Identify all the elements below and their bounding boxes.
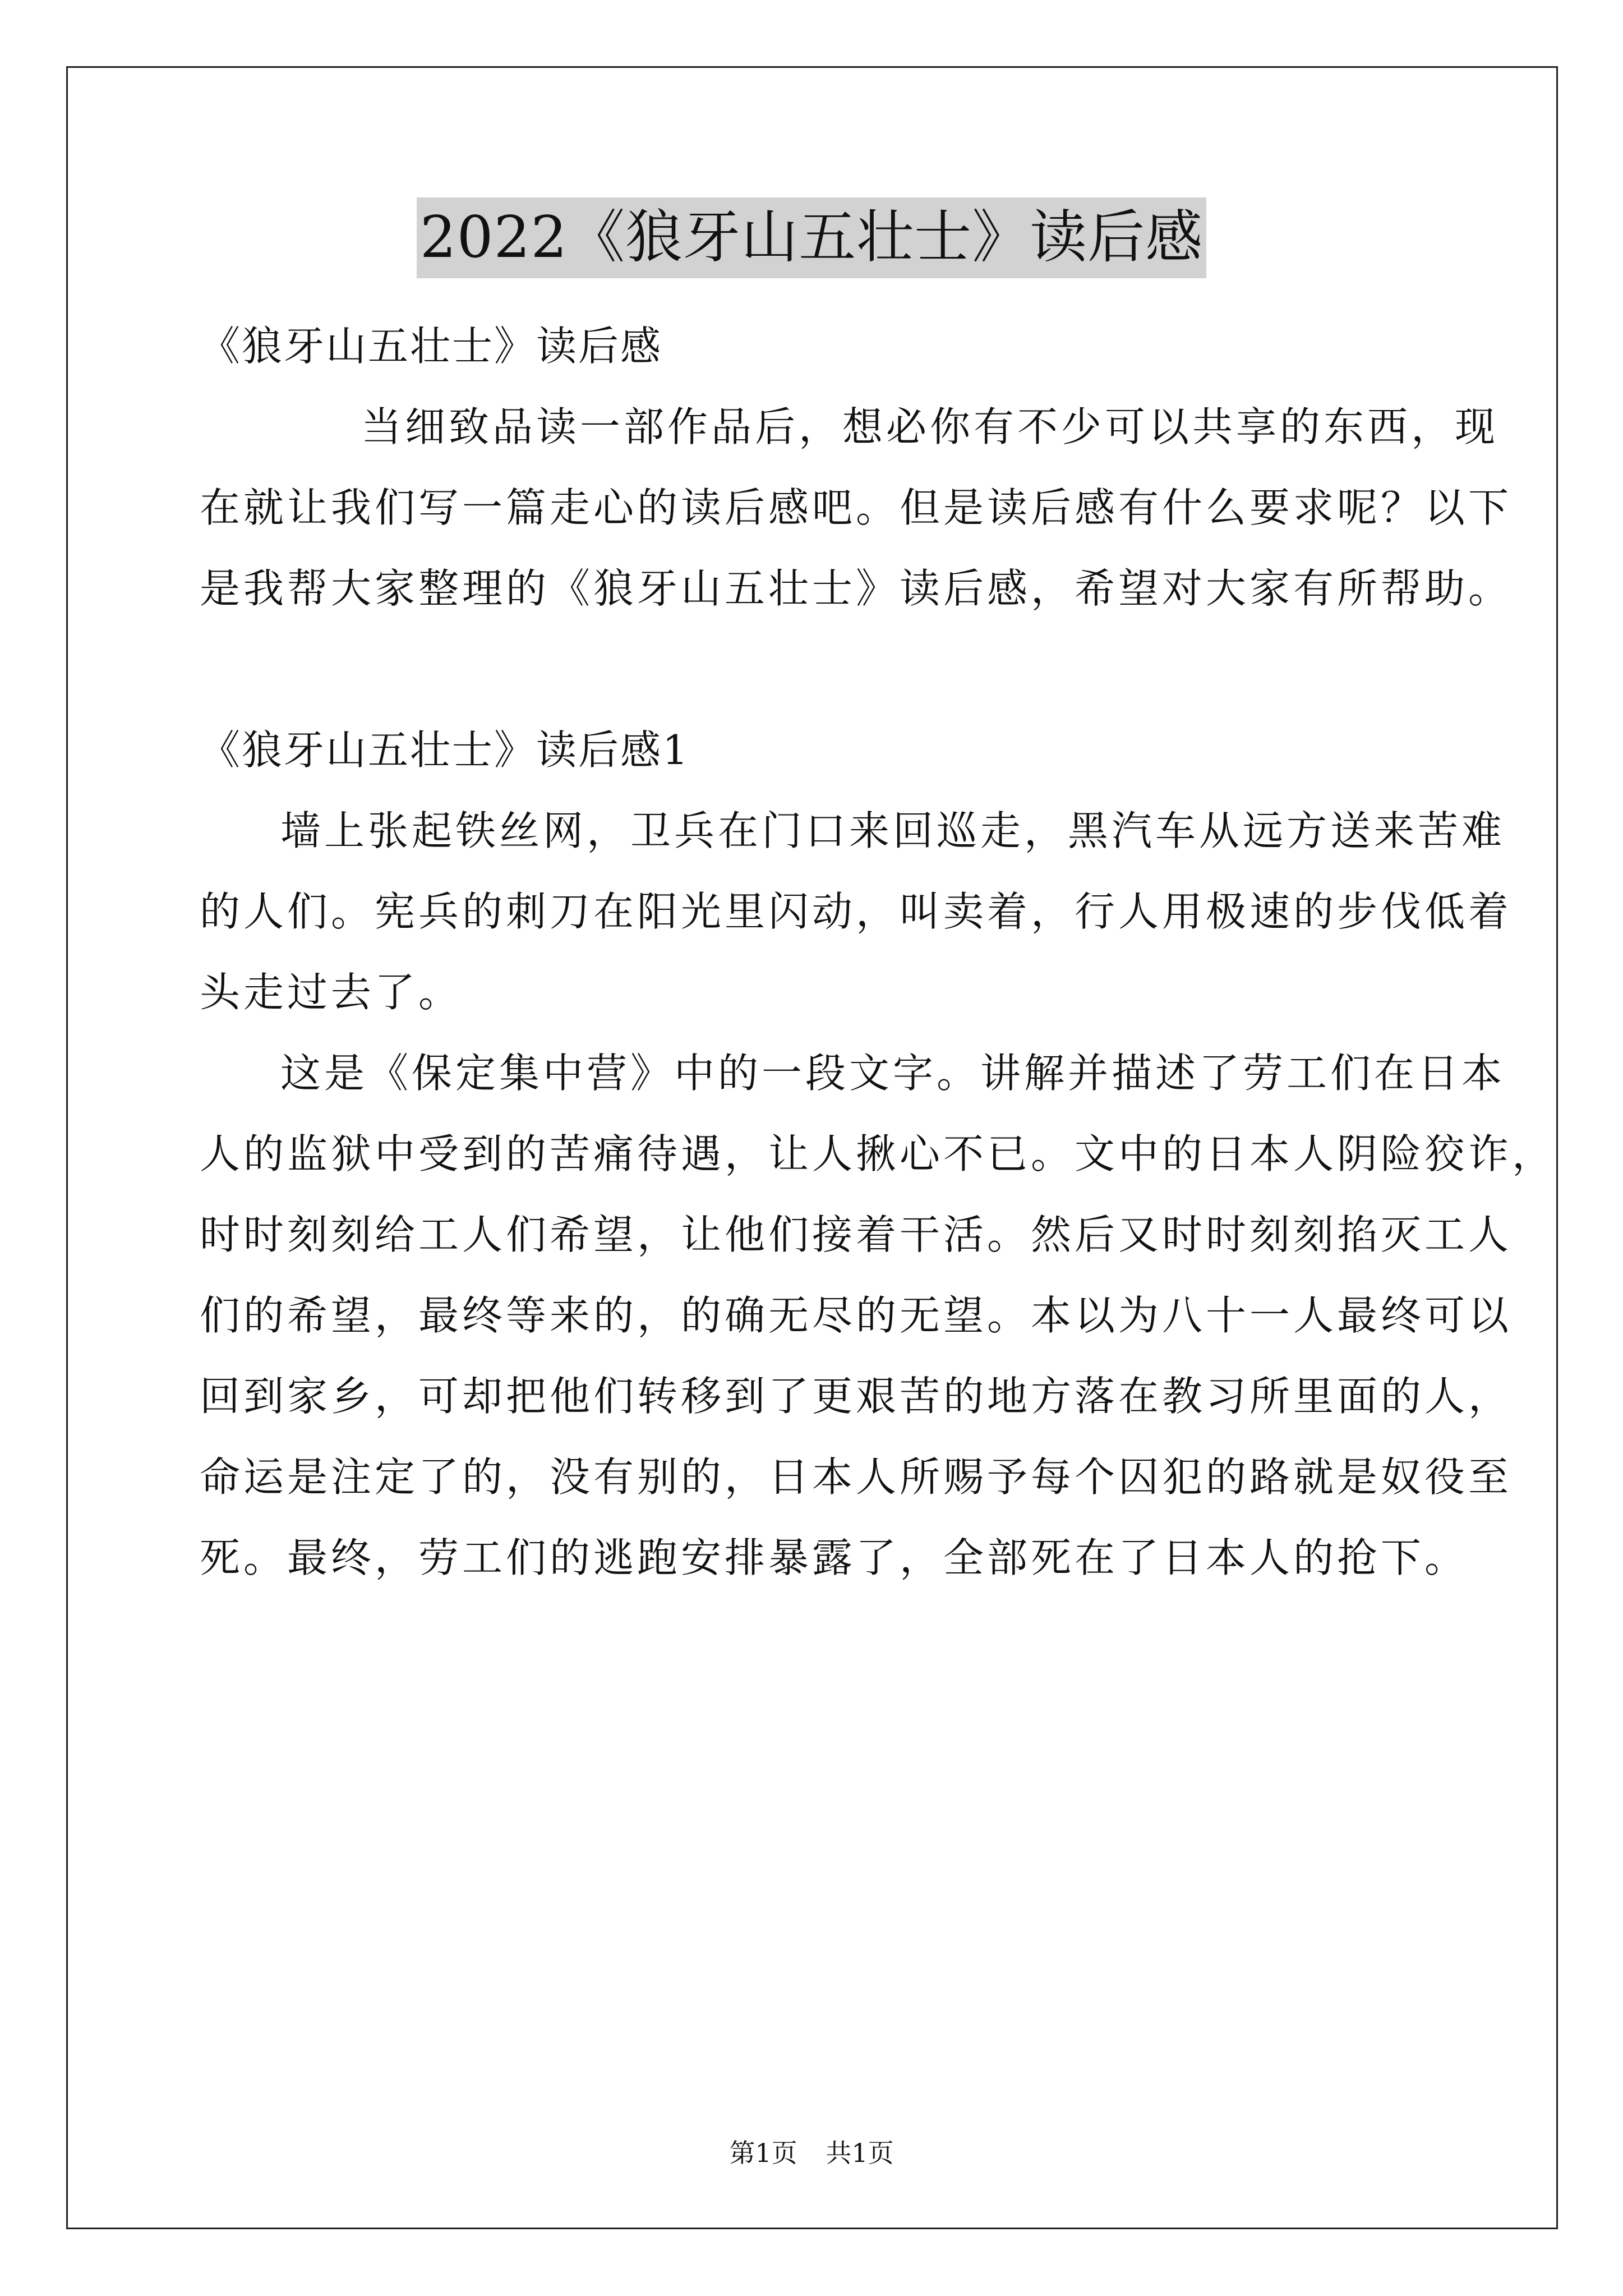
intro-line: 是我帮大家整理的《狼牙山五壮士》读后感，希望对大家有所帮助。 [200,565,1513,612]
intro-line: 在就让我们写一篇走心的读后感吧。但是读后感有什么要求呢？以下 [200,484,1513,531]
page-footer [0,2136,1623,2170]
paragraph-line: 回到家乡，可却把他们转移到了更艰苦的地方落在教习所里面的人， [200,1373,1513,1420]
spacer [200,629,1433,710]
document-title: 2022《狼牙山五壮士》读后感 [417,197,1207,278]
document-heading: 《狼牙山五壮士》读后感 [200,323,663,370]
paragraph-line: 命运是注定了的，没有别的，日本人所赐予每个囚犯的路就是奴役至 [200,1453,1513,1501]
paragraph-line: 的人们。宪兵的刺刀在阳光里闪动，叫卖着，行人用极速的步伐低着 [200,888,1513,935]
title-wrap [0,197,1623,278]
page-total: 共1页 [826,2138,894,2168]
paragraph-line: 这是《保定集中营》中的一段文字。讲解并描述了劳工们在日本 [280,1050,1506,1097]
paragraph-line: 头走过去了。 [200,969,463,1016]
paragraph-line: 时时刻刻给工人们希望，让他们接着干活。然后又时时刻刻掐灭工人 [200,1211,1513,1258]
intro-line: 当细致品读一部作品后，想必你有不少可以共享的东西，现 [361,403,1499,450]
paragraph-line: 墙上张起铁丝网，卫兵在门口来回巡走，黑汽车从远方送来苦难 [280,807,1506,854]
paragraph-line: 们的希望，最终等来的，的确无尽的无望。本以为八十一人最终可以 [200,1292,1513,1339]
document-body [200,306,1556,1598]
section-heading: 《狼牙山五壮士》读后感1 [200,726,690,774]
paragraph-line: 人的监狱中受到的苦痛待遇，让人揪心不已。文中的日本人阴险狡诈， [200,1130,1556,1177]
page-number: 第1页 [729,2138,797,2168]
paragraph-line: 死。最终，劳工们的逃跑安排暴露了，全部死在了日本人的抢下。 [200,1534,1469,1581]
